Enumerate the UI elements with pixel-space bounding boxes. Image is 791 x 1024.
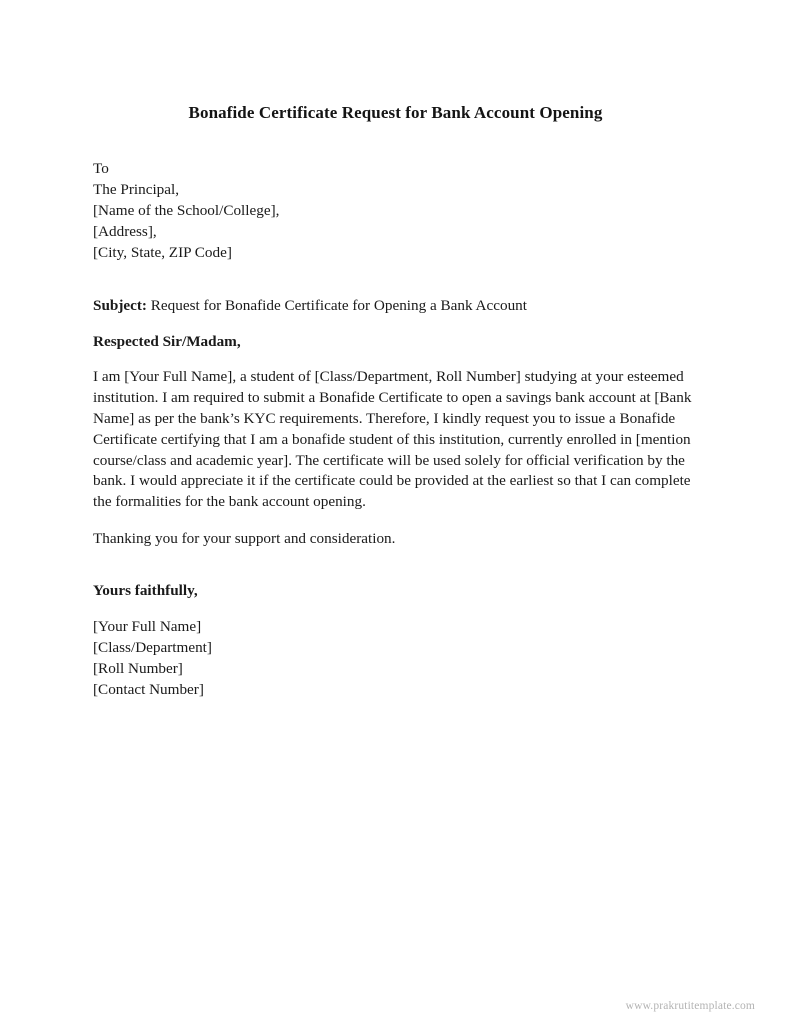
- signature-line: [Your Full Name]: [93, 618, 202, 636]
- subject-line: [93, 295, 701, 316]
- signature-line: [Contact Number]: [93, 681, 204, 699]
- recipient-address-block: [93, 158, 701, 263]
- subject-label: Subject:: [93, 297, 147, 314]
- recipient-line: [Name of the School/College],: [93, 202, 280, 219]
- recipient-line: The Principal,: [93, 181, 180, 198]
- letter-body: [93, 158, 701, 700]
- footer-watermark-url: www.prakrutitemplate.com: [625, 1000, 755, 1012]
- salutation: Respected Sir/Madam,: [93, 333, 241, 351]
- signature-block: [93, 616, 701, 700]
- page-title: Bonafide Certificate Request for Bank Account Opening: [188, 103, 603, 123]
- recipient-line: [City, State, ZIP Code]: [93, 244, 232, 261]
- recipient-line: To: [93, 160, 109, 177]
- signature-line: [Roll Number]: [93, 660, 183, 678]
- subject-text: Request for Bonafide Certificate for Opening a Bank Account: [147, 297, 527, 314]
- signature-line: [Class/Department]: [93, 639, 212, 657]
- recipient-line: [Address],: [93, 223, 157, 240]
- closing-paragraph: Thanking you for your support and consideration.: [93, 530, 396, 548]
- sign-off: Yours faithfully,: [93, 582, 198, 600]
- body-paragraph: I am [Your Full Name], a student of [Class/Department, Roll Number] studying at your esteemed institution. I am required to submit a Bonafide Certificate to open a savings bank account at [Bank Name] as per the bank’s KYC requirements. Therefore, I kindly request you to issue a Bonafide Certificate certifying that I am a bonafide student of this institution, currently enrolled in [mention course/class and academic year]. The certificate will be used solely for official verification by the bank. I would appreciate it if the certificate could be provided at the earliest so that I can complete the formalities for the bank account opening.: [93, 368, 692, 511]
